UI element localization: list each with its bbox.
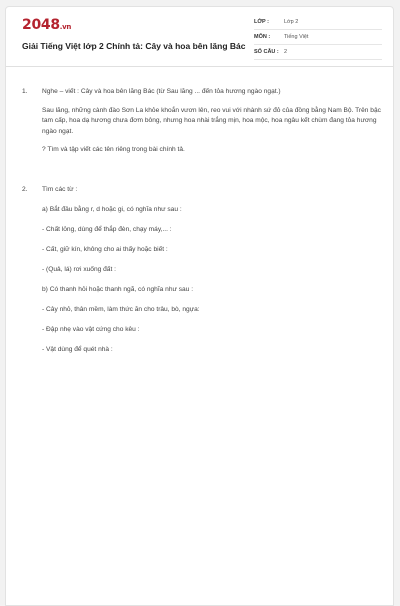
meta-row-class (254, 15, 382, 30)
document-meta (254, 15, 382, 60)
question-title: Tìm các từ : (42, 186, 78, 193)
item-line: - (Quả, lá) rơi xuống đất : (42, 266, 116, 273)
question-number: 1. (22, 88, 28, 95)
item-line: - Chất lỏng, dùng để thắp đèn, chạy máy,... : (42, 226, 172, 233)
site-logo[interactable] (22, 17, 71, 33)
question-title: Nghe – viết : Cây và hoa bên lăng Bác (từ Sau lăng ... đến tỏa hương ngào ngạt.) (42, 88, 281, 95)
item-line: - Đập nhẹ vào vật cứng cho kêu : (42, 326, 140, 333)
document-header (6, 7, 393, 67)
logo-suffix: .vn (59, 23, 72, 31)
logo-text: 2048 (22, 17, 60, 33)
document-sheet (5, 6, 394, 606)
question-body (42, 87, 382, 156)
meta-row-count (254, 45, 382, 60)
meta-label: MÔN : (254, 34, 271, 40)
meta-label: SỐ CÂU : (254, 49, 279, 55)
item-line: - Vật dùng để quét nhà : (42, 346, 113, 353)
passage-text: Sau lăng, những cành đào Sơn La khỏe khoắn vươn lên, reo vui với nhành sứ đỏ của đồng bằng Nam Bộ. Trên bậc tam cấp, hoa dạ hương chưa đơm bông, nhưng hoa nhài trắng mịn, hoa mộc, hoa ngâu kết chùm đang tỏa hương ngào ngạt. (42, 106, 381, 135)
meta-value: 2 (284, 49, 288, 55)
meta-label: LỚP : (254, 19, 269, 25)
item-line: - Cất, giữ kín, không cho ai thấy hoặc biết : (42, 246, 168, 253)
meta-row-subject (254, 30, 382, 45)
question-2 (22, 185, 382, 365)
sub-question-b: b) Có thanh hỏi hoặc thanh ngã, có nghĩa như sau : (42, 286, 194, 293)
question-number: 2. (22, 186, 28, 193)
question-body (42, 185, 382, 356)
task-text: ? Tìm và tập viết các tên riêng trong bài chính tả. (42, 146, 185, 153)
sub-question-a: a) Bắt đầu bằng r, d hoặc gi, có nghĩa như sau : (42, 206, 182, 213)
item-line: - Cây nhỏ, thân mềm, làm thức ăn cho trâu, bò, ngựa: (42, 306, 200, 313)
question-1 (22, 87, 382, 164)
meta-value: Lớp 2 (284, 19, 299, 25)
page-title: Giải Tiếng Việt lớp 2 Chính tả: Cây và hoa bên lăng Bác (22, 41, 246, 51)
meta-value: Tiếng Việt (284, 34, 309, 40)
